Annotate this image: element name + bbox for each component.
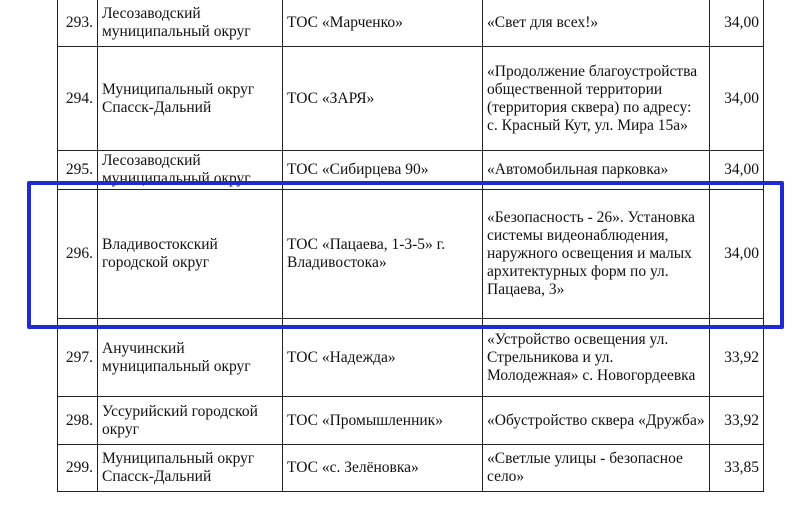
table-row: [58, 397, 764, 445]
project-cell: «Свет для всех!»: [483, 0, 710, 47]
score-cell: 34,00: [710, 0, 764, 47]
score-cell: 33,85: [710, 445, 764, 492]
rating-table: [57, 0, 764, 492]
row-number: 295.: [58, 151, 98, 190]
project-cell: «Автомобильная парковка»: [483, 151, 710, 190]
row-number: 299.: [58, 445, 98, 492]
tos-cell: ТОС «Надежда»: [283, 319, 483, 397]
score-cell: 34,00: [710, 190, 764, 319]
district-cell: Лесозаводский муниципальный округ: [98, 0, 283, 47]
tos-cell: ТОС «Промышленник»: [283, 397, 483, 445]
project-cell: «Светлые улицы - безопасное село»: [483, 445, 710, 492]
table-row: [58, 0, 764, 47]
row-number: 293.: [58, 0, 98, 47]
tos-cell: ТОС «с. Зелёновка»: [283, 445, 483, 492]
district-cell: Уссурийский городской округ: [98, 397, 283, 445]
table-row: [58, 151, 764, 190]
district-cell: Муниципальный округ Спасск-Дальний: [98, 445, 283, 492]
row-number: 298.: [58, 397, 98, 445]
project-cell: «Обустройство сквера «Дружба»: [483, 397, 710, 445]
district-cell: Владивостокский городской округ: [98, 190, 283, 319]
table-row: [58, 319, 764, 397]
tos-cell: ТОС «Сибирцева 90»: [283, 151, 483, 190]
project-cell: «Безопасность - 26». Установка системы видеонаблюдения, наружного освещения и малых архитектурных форм по ул. Пацаева, 3»: [483, 190, 710, 319]
score-cell: 34,00: [710, 151, 764, 190]
tos-cell: ТОС «Пацаева, 1-3-5» г. Владивостока»: [283, 190, 483, 319]
score-cell: 34,00: [710, 47, 764, 151]
row-number: 297.: [58, 319, 98, 397]
tos-cell: ТОС «Марченко»: [283, 0, 483, 47]
row-number: 296.: [58, 190, 98, 319]
tos-cell: ТОС «ЗАРЯ»: [283, 47, 483, 151]
table-row: [58, 47, 764, 151]
project-cell: «Продолжение благоустройства общественной территории (территория сквера) по адресу: с. Красный Кут, ул. Мира 15а»: [483, 47, 710, 151]
score-cell: 33,92: [710, 397, 764, 445]
district-cell: Анучинский муниципальный округ: [98, 319, 283, 397]
table-row: [58, 190, 764, 319]
score-cell: 33,92: [710, 319, 764, 397]
project-cell: «Устройство освещения ул. Стрельникова и ул. Молодежная» с. Новогордеевка: [483, 319, 710, 397]
district-cell: Лесозаводский муниципальный округ: [98, 151, 283, 190]
district-cell: Муниципальный округ Спасск-Дальний: [98, 47, 283, 151]
table-row: [58, 445, 764, 492]
row-number: 294.: [58, 47, 98, 151]
